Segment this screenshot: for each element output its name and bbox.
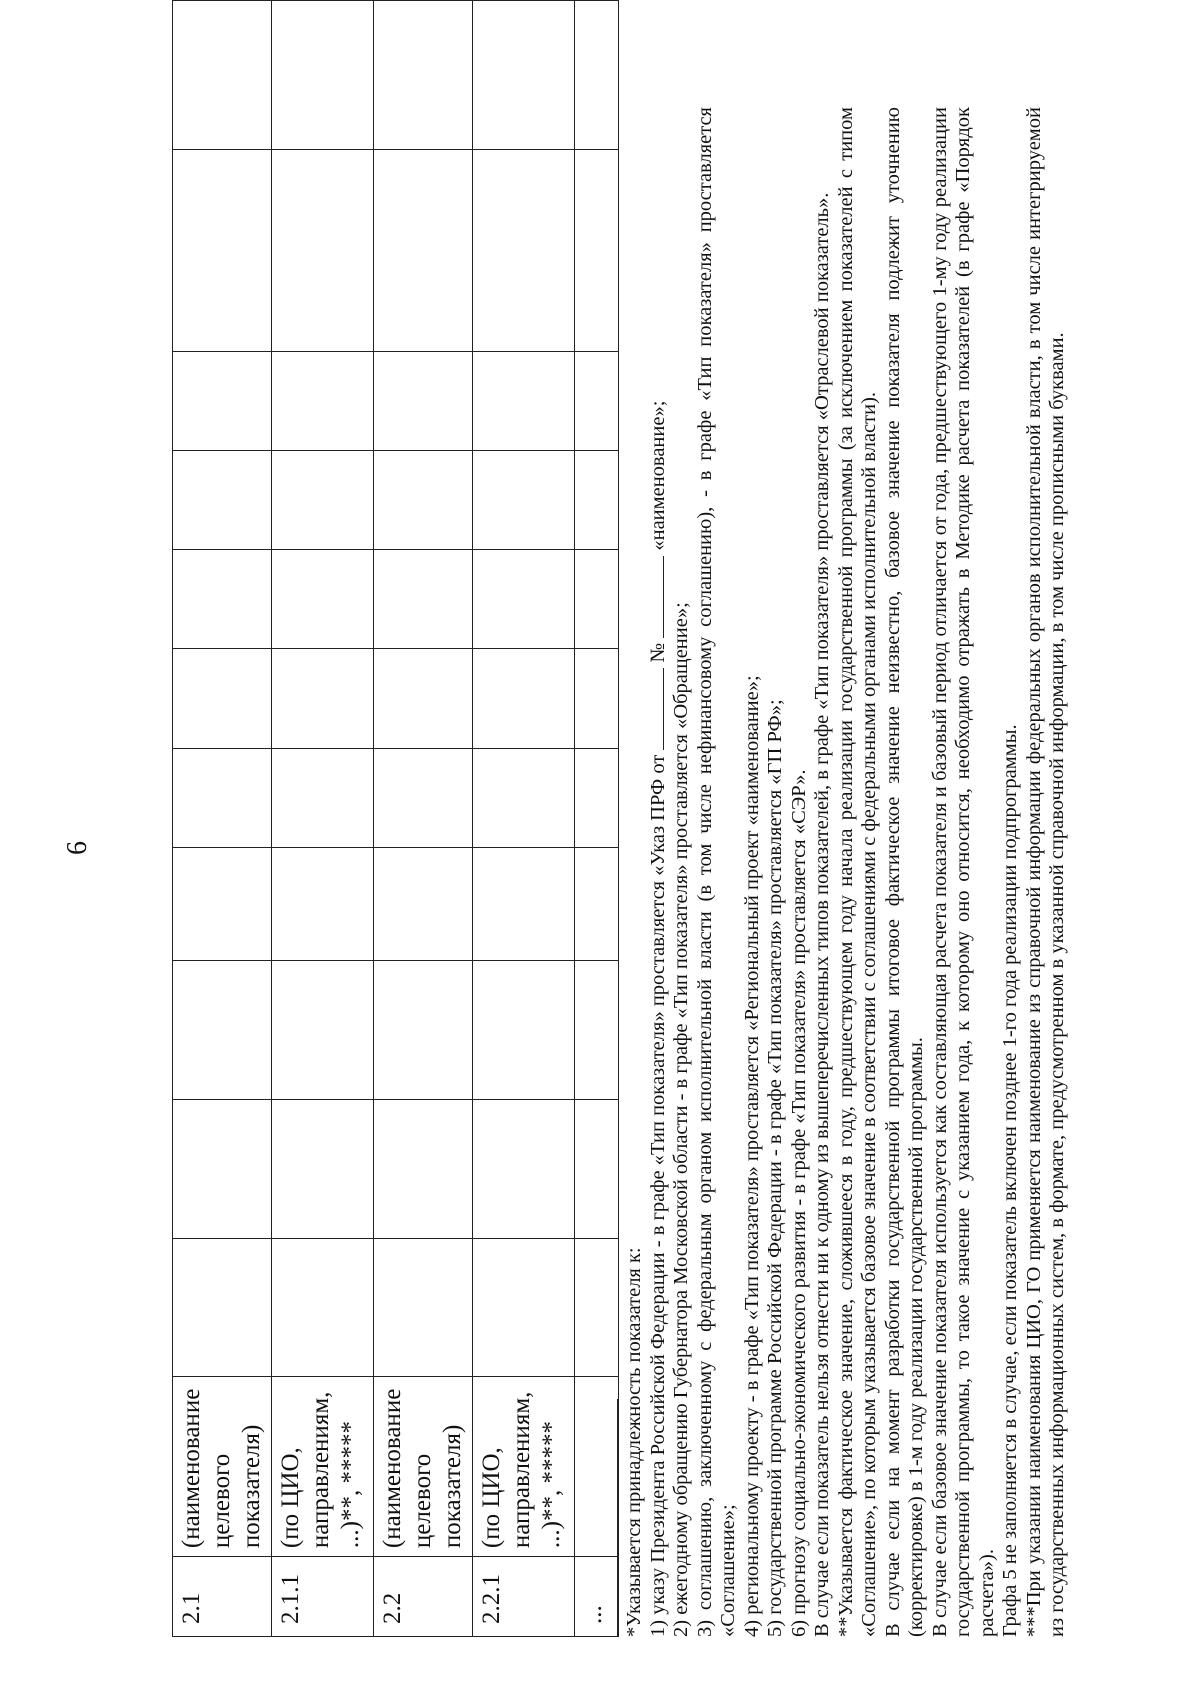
table-row: [272, 1, 374, 1637]
footnote-item-1-text: 1) указу Президента Российской Федерации - в графе «Тип показателя» проставляется «Указ ПРФ от: [646, 754, 669, 1637]
table-cell: [473, 1238, 575, 1377]
indicators-table: [172, 0, 619, 1637]
row-number: 2.1: [173, 1557, 272, 1637]
table-cell: [575, 961, 619, 1100]
table-cell: [272, 451, 374, 550]
row-number: 2.2.1: [473, 1557, 575, 1637]
row-label: (наименование целевого показателя): [374, 1377, 473, 1557]
table-cell: [374, 1238, 473, 1377]
blank-field: [647, 556, 664, 638]
table-cell: [473, 550, 575, 649]
table-cell: [575, 847, 619, 961]
footnote-intro: *Указывается принадлежность показателя к:: [623, 1247, 645, 1637]
table-cell: [473, 961, 575, 1100]
footnote-column-5: Графа 5 не заполняется в случае, если показатель включен позднее 1-го года реализации подпрограммы.: [999, 724, 1021, 1637]
table-row: [173, 1, 272, 1637]
table-cell: [374, 352, 473, 451]
footnote-base-unknown: В случае если на момент разработки государственной программы итоговое фактическое значение неизвестно, базовое значение показателя подлежит уточнению (корректировке) в 1-м году реализации государственной программы.: [881, 107, 927, 1637]
table-cell: [374, 1100, 473, 1239]
table-cell: [374, 1, 473, 150]
row-label: (по ЦИО, направлениям, ...)**, *****: [473, 1377, 575, 1557]
table-cell: [575, 649, 619, 748]
footnotes: [623, 107, 1070, 1637]
table-cell: [173, 1100, 272, 1239]
footnote-item-1-name: «наименование»;: [646, 400, 669, 551]
footnote-other: В случае если показатель нельзя отнести ни к одному из вышеперечисленных типов показателей, в графе «Тип показателя» проставляется «Отраслевой показатель».: [811, 192, 833, 1637]
table-cell: [272, 1100, 374, 1239]
table-cell: [272, 649, 374, 748]
footnote-triple-star: ***При указании наименования ЦИО, ГО применяется наименование из справочной информации федеральных органов исполнительной власти, в том числе интегрируемой из государственных информационных систем, в формате, предусмотренном в указанной справочной информации, в том числе прописными буквами.: [1022, 107, 1068, 1637]
blank-field: [647, 668, 664, 750]
footnote-divider: [617, 1399, 618, 1637]
table-cell: [575, 451, 619, 550]
table-cell: [272, 352, 374, 451]
table-cell: [272, 961, 374, 1100]
table-cell: [473, 451, 575, 550]
row-label: [575, 1377, 619, 1557]
table-cell: [473, 649, 575, 748]
table-cell: [374, 149, 473, 352]
page-number: 6: [62, 841, 93, 855]
table-cell: [575, 748, 619, 847]
table-cell: [173, 961, 272, 1100]
table-cell: [473, 1, 575, 150]
table-cell: [575, 550, 619, 649]
table-cell: [272, 550, 374, 649]
row-label: (по ЦИО, направлениям, ...)**, *****: [272, 1377, 374, 1557]
table-cell: [473, 149, 575, 352]
footnote-item-2: 2) ежегодному обращению Губернатора Московской области - в графе «Тип показателя» проставляется «Обращение»;: [670, 602, 692, 1637]
table-row: [473, 1, 575, 1637]
table-cell: [575, 1100, 619, 1239]
table-cell: [173, 451, 272, 550]
footnote-base-calc: В случае если базовое значение показателя используется как составляющая расчета показателя и базовый период отличается от года, предшествующего 1-му году реализации государственной программы, то такое значение с указанием года, к которому оно относится, необходимо отражать в Методике расчета показателей (в графе «Порядок расчета»).: [928, 107, 998, 1637]
table-cell: [173, 550, 272, 649]
table-cell: [473, 847, 575, 961]
table-cell: [473, 1100, 575, 1239]
table-cell: [272, 847, 374, 961]
table-cell: [173, 149, 272, 352]
table-cell: [374, 649, 473, 748]
row-number: 2.1.1: [272, 1557, 374, 1637]
table-cell: [473, 352, 575, 451]
footnote-double-star: **Указывается фактическое значение, сложившееся в году, предшествующем году начала реализации государственной программы (за исключением показателей с типом «Соглашение», по которым указывается базовое значение в соответствии с соглашениями с федеральными органами исполнительной власти).: [834, 107, 880, 1637]
table-cell: [272, 1238, 374, 1377]
table-cell: [374, 847, 473, 961]
footnote-item-5: 5) государственной программе Российской Федерации - в графе «Тип показателя» проставляется «ГП РФ»;: [764, 699, 786, 1637]
row-number: ...: [575, 1557, 619, 1637]
table-cell: [272, 1, 374, 150]
row-label: (наименование целевого показателя): [173, 1377, 272, 1557]
table-cell: [374, 748, 473, 847]
table-cell: [374, 961, 473, 1100]
footnote-item-1: [647, 107, 671, 1637]
table-cell: [374, 550, 473, 649]
table-row: [374, 1, 473, 1637]
table-cell: [173, 352, 272, 451]
table-cell: [272, 149, 374, 352]
table-cell: [575, 1238, 619, 1377]
footnote-item-6: 6) прогнозу социально-экономического развития - в графе «Тип показателя» проставляется «СЭР».: [787, 769, 810, 1637]
table-cell: [473, 748, 575, 847]
table-cell: [173, 1238, 272, 1377]
row-number: 2.2: [374, 1557, 473, 1637]
table-cell: [173, 748, 272, 847]
table-cell: [575, 352, 619, 451]
table-cell: [173, 1, 272, 150]
table-cell: [374, 451, 473, 550]
table-row: [575, 1, 619, 1637]
table-cell: [173, 649, 272, 748]
table-cell: [173, 847, 272, 961]
table-cell: [575, 149, 619, 352]
table-cell: [272, 748, 374, 847]
footnote-item-4: 4) региональному проекту - в графе «Тип показателя» проставляется «Региональный проект «наименование»;: [740, 675, 763, 1637]
footnote-number-sign: №: [646, 642, 669, 663]
footnote-item-3: 3) соглашению, заключенному с федеральным органом исполнительной власти (в том числе нефинансовому соглашению), - в графе «Тип показателя» проставляется «Соглашение»;: [693, 107, 739, 1637]
table-cell: [575, 1, 619, 150]
